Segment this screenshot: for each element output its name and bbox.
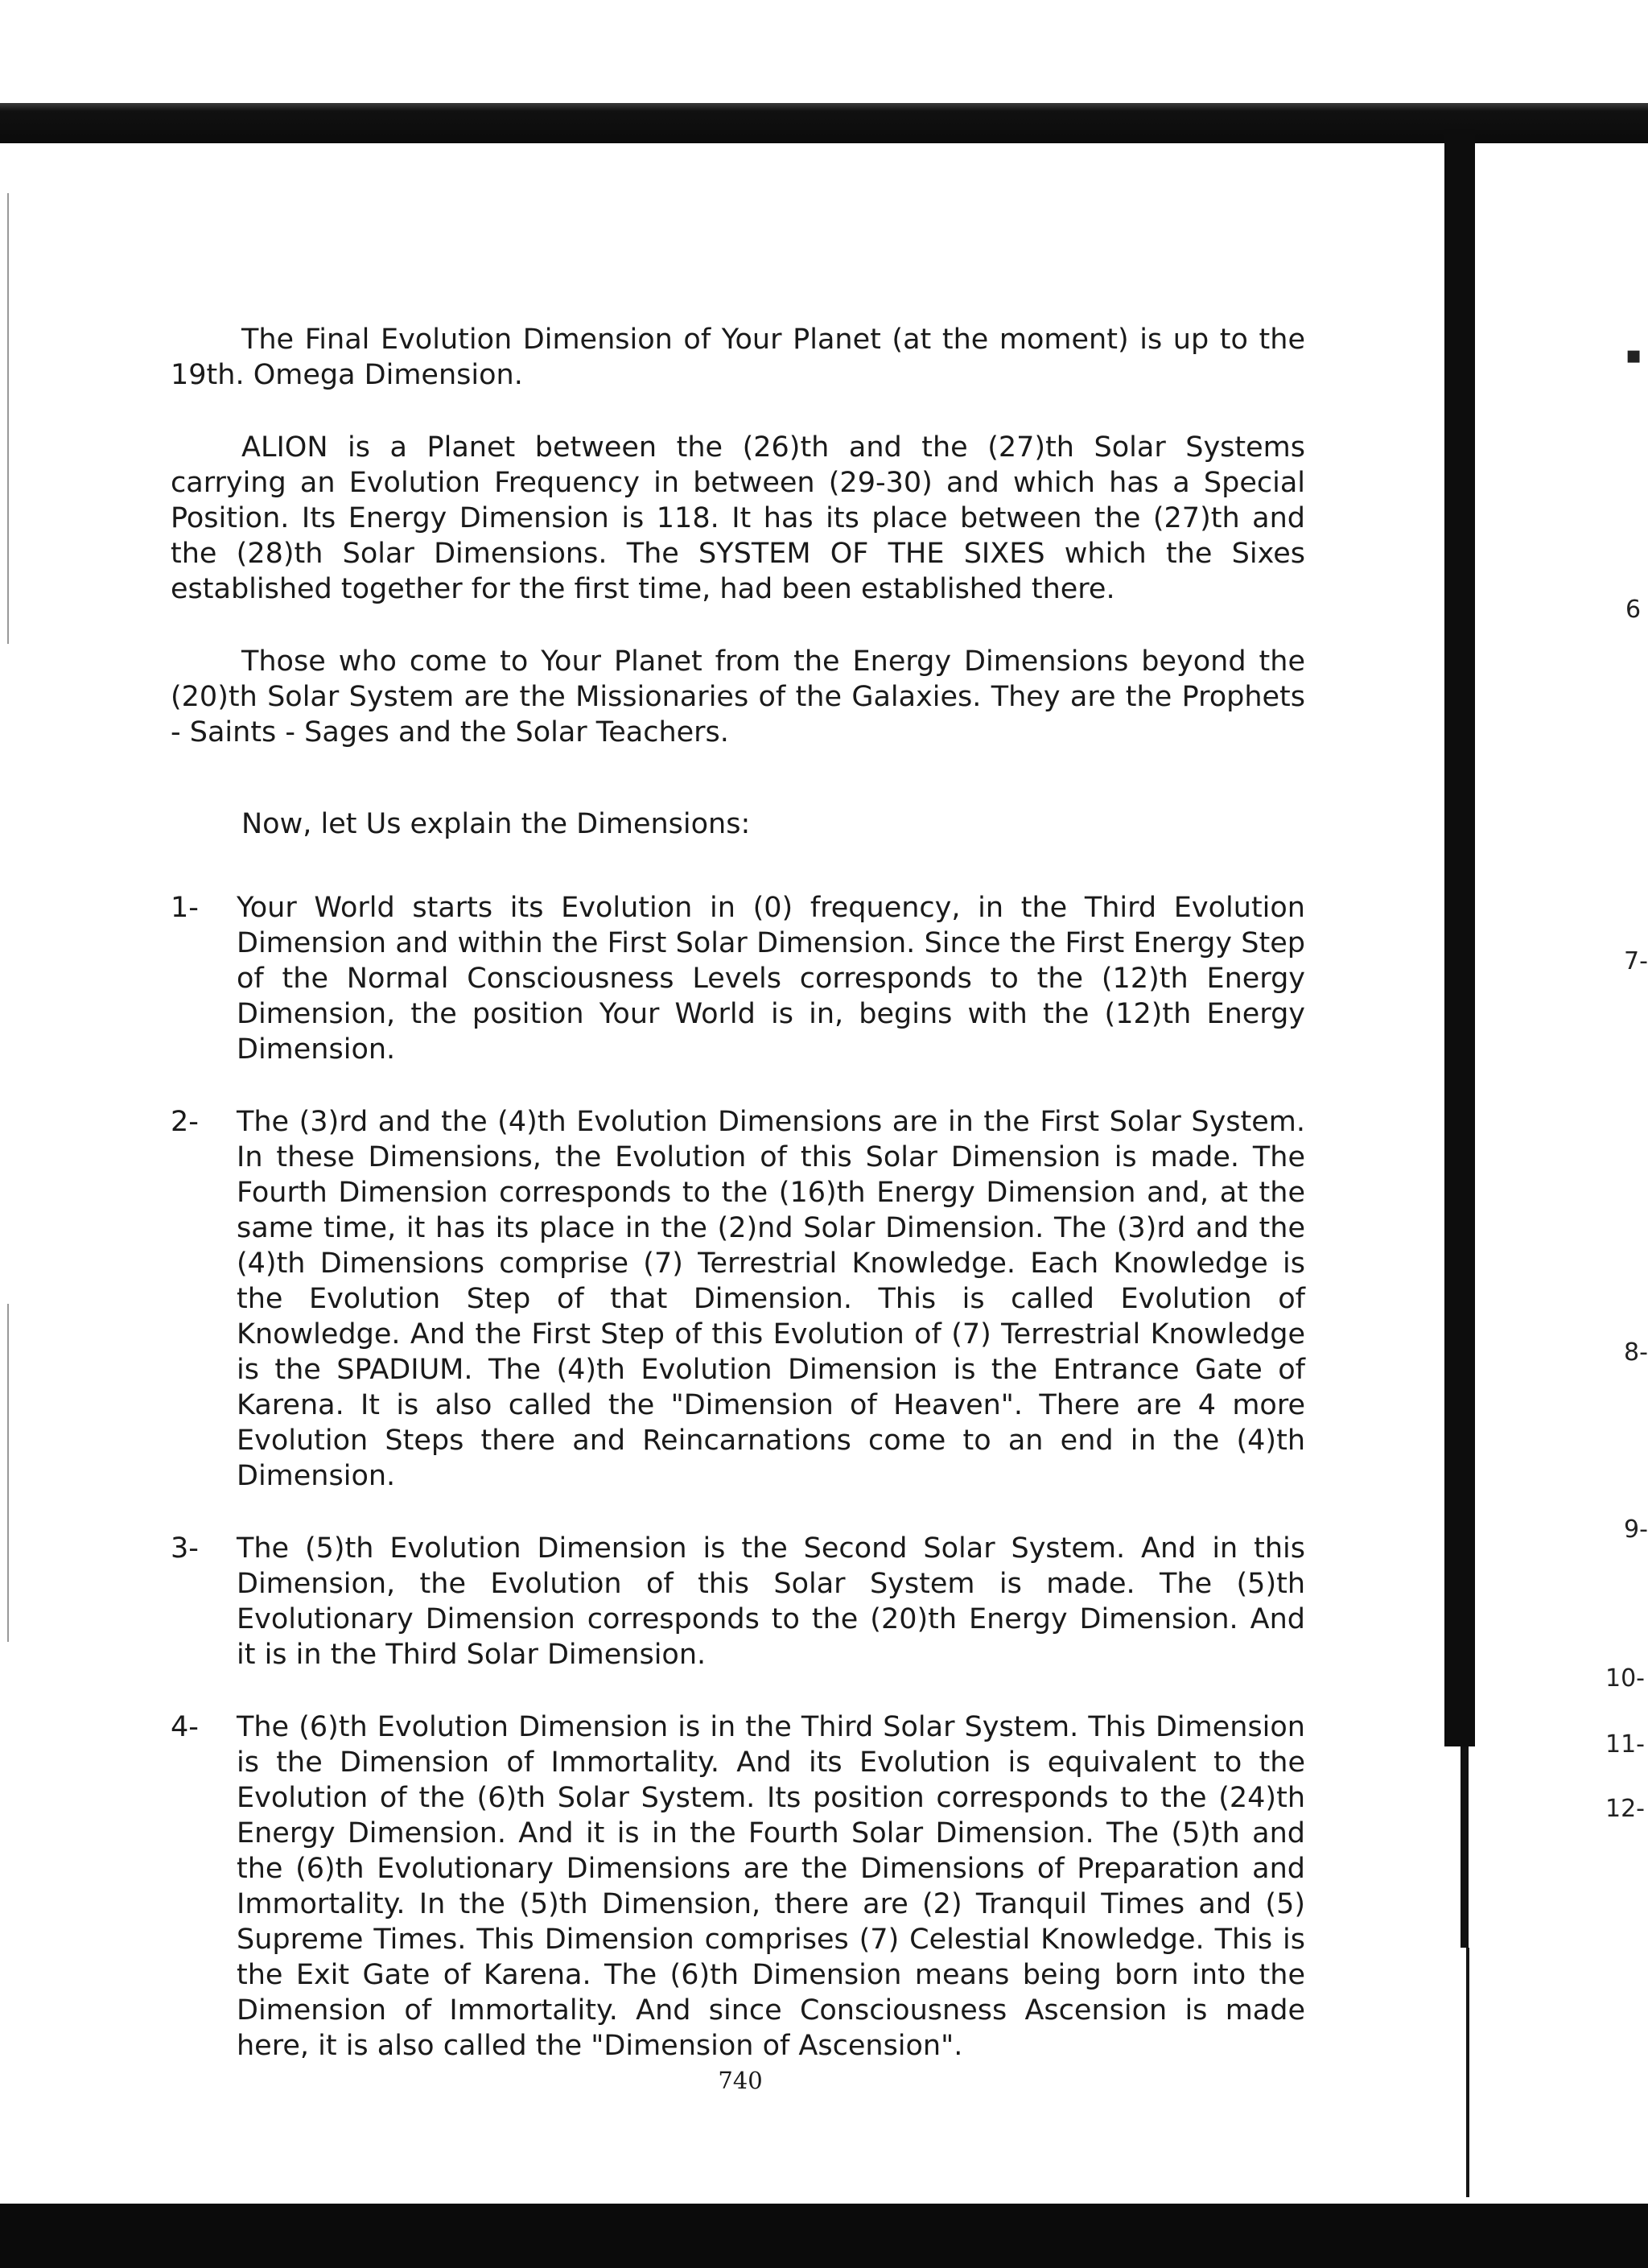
- intro-line: Now, let Us explain the Dimensions:: [241, 808, 751, 840]
- page-body: [171, 322, 1305, 2101]
- facing-page-fragment: 9-: [1624, 1515, 1648, 1544]
- left-edge-line: [7, 193, 9, 644]
- item-number: 2-: [171, 1106, 199, 1138]
- facing-page-fragment: 12-: [1605, 1795, 1645, 1823]
- item-text: The (5)th Evolution Dimension is the Second Solar System. And in this Dimension, the Evolution of this Solar System is made. The (5)th Evolutionary Dimension corresponds to the (20)th Energy Dimension. And it is in the Third Solar Dimension.: [237, 1532, 1305, 1671]
- left-edge-line: [7, 1304, 9, 1642]
- book-gutter-shadow: [1444, 129, 1475, 1746]
- paragraph: Those who come to Your Planet from the Energy Dimensions beyond the (20)th Solar System are the Missionaries of the Galaxies. They are the Prophets - Saints - Sages and the Solar Teachers.: [171, 645, 1305, 748]
- book-gutter-shadow-tail: [1461, 1746, 1469, 1948]
- page-number: 740: [718, 2067, 763, 2094]
- numbered-item: [171, 1709, 1305, 2064]
- item-text: The (3)rd and the (4)th Evolution Dimensions are in the First Solar System. In these Dimensions, the Evolution of this Solar Dimension is made. The Fourth Dimension corresponds to the (16)th Energy Dimension and, at the same time, it has its place in the (2)nd Solar Dimension. The (3)rd and the (4)th Dimensions comprise (7) Terrestrial Knowledge. Each Knowledge is the Evolution Step of that Dimension. This is called Evolution of Knowledge. And the First Step of this Evolution of (7) Terrestrial Knowledge is the SPADIUM. The (4)th Evolution Dimension is the Entrance Gate of Karena. It is also called the "Dimension of Heaven". There are 4 more Evolution Steps there and Reincarnations come to an end in the (4)th Dimension.: [237, 1106, 1305, 1492]
- book-gutter-line: [1466, 1948, 1469, 2197]
- item-text: The (6)th Evolution Dimension is in the Third Solar System. This Dimension is the Dimension of Immortality. And its Evolution is equivalent to the Evolution of the (6)th Solar System. Its position corresponds to the (24)th Energy Dimension. And it is in the Fourth Solar Dimension. The (5)th and the (6)th Evolutionary Dimensions are the Dimensions of Preparation and Immortality. In the (5)th Dimension, there are (2) Tranquil Times and (5) Supreme Times. This Dimension comprises (7) Celestial Knowledge. This is the Exit Gate of Karena. The (6)th Dimension means being born into the Dimension of Immortality. And since Consciousness Ascension is made here, it is also called the "Dimension of Ascension".: [237, 1711, 1305, 2062]
- facing-page-fragment: 7-: [1624, 947, 1648, 975]
- item-number: 3-: [171, 1532, 199, 1565]
- facing-page-fragment: 11-: [1605, 1730, 1645, 1759]
- item-text: Your World starts its Evolution in (0) frequency, in the Third Evolution Dimension and within the First Solar Dimension. Since the First Energy Step of the Normal Consciousness Levels corresponds to the (12)th Energy Dimension, the position Your World is in, begins with the (12)th Energy Dimension.: [237, 892, 1305, 1066]
- facing-page-mark: ▪: [1625, 341, 1642, 369]
- scan-edge-bottom: [0, 2204, 1648, 2268]
- numbered-item: [171, 1104, 1305, 1494]
- facing-page-fragment: 10-: [1605, 1664, 1645, 1693]
- paragraph: The Final Evolution Dimension of Your Planet (at the moment) is up to the 19th. Omega Dimension.: [171, 324, 1305, 391]
- numbered-item: [171, 890, 1305, 1067]
- facing-page-fragment: 6: [1625, 596, 1642, 624]
- facing-page-fragment: 8-: [1624, 1338, 1648, 1367]
- item-number: 4-: [171, 1711, 199, 1743]
- scan-edge-top: [0, 103, 1648, 143]
- numbered-item: [171, 1531, 1305, 1672]
- item-number: 1-: [171, 892, 199, 924]
- paragraph: ALION is a Planet between the (26)th and the (27)th Solar Systems carrying an Evolution Frequency in between (29-30) and which has a Special Position. Its Energy Dimension is 118. It has its place between the (27)th and the (28)th Solar Dimensions. The SYSTEM OF THE SIXES which the Sixes established together for the first time, had been established there.: [171, 431, 1305, 605]
